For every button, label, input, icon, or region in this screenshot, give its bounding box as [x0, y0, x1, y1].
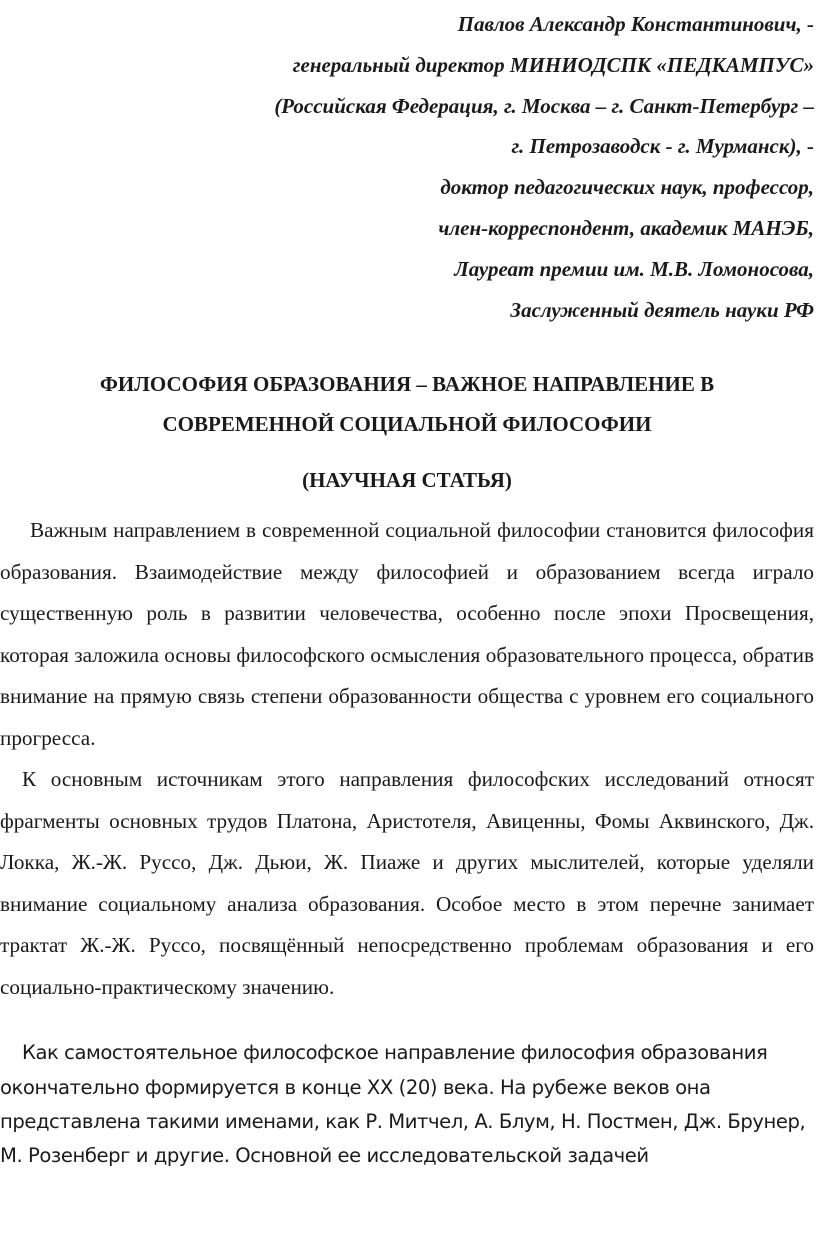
author-block	[0, 0, 814, 330]
author-position: генеральный директор МИНИОДСПК «ПЕДКАМПУС»	[292, 52, 814, 77]
paragraph-3: Как самостоятельное философское направление философия образования окончательно формируется в конце XX (20) века. На рубеже веков она представлена такими именами, как Р. Митчел, А. Блум, Н. Постмен, Дж. Брунер, М. Розенберг и другие. Основной ее исследовательской задачей	[0, 1041, 806, 1167]
paragraph-1: Важным направлением в современной социальной философии становится философия образования. Взаимодействие между философией и образованием всегда играло существенную роль в развитии человечества, особенно после эпохи Просвещения, которая заложила основы философского осмысления образовательного процесса, обратив внимание на прямую связь степени образованности общества с уровнем его социального прогресса.	[0, 518, 814, 750]
author-degree: доктор педагогических наук, профессор,	[440, 175, 814, 200]
author-award: Лауреат премии им. М.В. Ломоносова,	[454, 256, 814, 281]
author-location-line1: (Российская Федерация, г. Москва – г. Санкт-Петербург –	[274, 93, 814, 118]
author-location-line2: г. Петрозаводск - г. Мурманск), -	[511, 134, 814, 159]
article-subtitle: (НАУЧНАЯ СТАТЬЯ)	[302, 468, 512, 493]
author-membership: член-корреспондент, академик МАНЭБ,	[438, 215, 814, 240]
paragraph-2: К основным источникам этого направления философских исследований относят фрагменты основных трудов Платона, Аристотеля, Авиценны, Фомы Аквинского, Дж. Локка, Ж.-Ж. Руссо, Дж. Дьюи, Ж. Пиаже и других мыслителей, которые уделяли внимание социальному анализа образования. Особое место в этом перечне занимает трактат Ж.-Ж. Руссо, посвящённый непосредственно проблемам образования и его социально-практическому значению.	[0, 767, 814, 999]
article-title-block	[0, 364, 814, 500]
author-honor: Заслуженный деятель науки РФ	[510, 297, 814, 322]
author-name: Павлов Александр Константинович, -	[457, 12, 814, 36]
article-title-line1: ФИЛОСОФИЯ ОБРАЗОВАНИЯ – ВАЖНОЕ НАПРАВЛЕНИЕ В	[99, 372, 715, 397]
article-body	[0, 510, 814, 1008]
article-title-line2: СОВРЕМЕННОЙ СОЦИАЛЬНОЙ ФИЛОСОФИИ	[162, 412, 652, 437]
